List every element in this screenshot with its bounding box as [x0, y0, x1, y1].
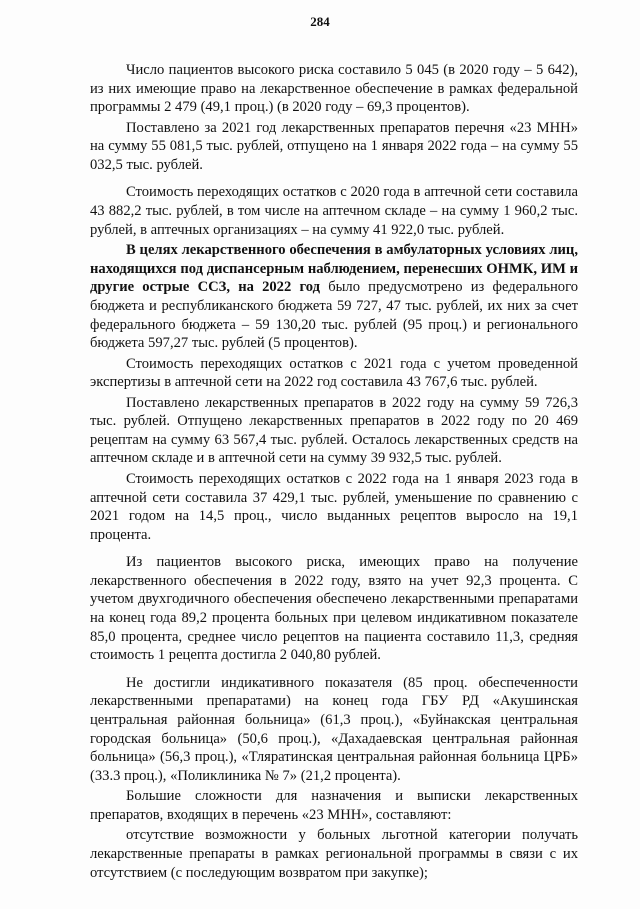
paragraph-lack-of-access: отсутствие возможности у больных льготной категории получать лекарственные препараты в рамках региональной программы в связи с их отсутствием (с последующим возвратом при закупке); [90, 827, 578, 881]
page-number: 284 [310, 14, 330, 29]
paragraph-indicator-not-met: Не достигли индикативного показателя (85 проц. обеспеченности лекарственными препаратами) на конец года ГБУ РД «Акушинская центральная районная больница» (61,3 проц.), «Буйнакская центральная городская больница» (50,6 проц.), «Дахадаевская центральная районная больница» (56,3 проц.), «Тляратинская центральная районная больница ЦРБ» (33.3 проц.), «Поликлиника № 7» (21,2 процента). [90, 674, 578, 784]
bold-intro: В целях лекарственного обеспечения в амбулаторных условиях лиц, находящихся под диспансерным наблюдением, перенесших ОНМК, ИМ и другие острые ССЗ, на 2022 год [90, 242, 578, 296]
paragraph-high-risk-patients: Число пациентов высокого риска составило 5 045 (в 2020 году – 5 642), из них имеющие право на лекарственное обеспечение в рамках федеральной программы 2 479 (49,1 проц.) (в 2020 году – 69,3 процентов). [90, 62, 578, 116]
paragraph-carryover-2022: Стоимость переходящих остатков с 2022 года на 1 января 2023 года в аптечной сети составила 37 429,1 тыс. рублей, уменьшение по сравнению с 2021 годом на 14,5 проц., число выданных рецептов выросло на 19,1 процента. [90, 470, 578, 543]
paragraph-difficulties: Большие сложности для назначения и выписки лекарственных препаратов, входящих в перечень «23 МНН», составляют: [90, 788, 578, 823]
funding-text: было предусмотрено из федерального бюджета и республиканского бюджета 59 727, 47 тыс. рублей, их них за счет федерального бюджета – 59 130,20 тыс. рублей (95 проц.) и регионального бюджета 597,27 тыс. рублей (5 процентов). [90, 279, 578, 352]
paragraph-supplied-2021: Поставлено за 2021 год лекарственных препаратов перечня «23 МНН» на сумму 55 081,5 тыс. рублей, отпущено на 1 января 2022 года – на сумму 55 032,5 тыс. рублей. [90, 119, 578, 173]
paragraph-supplied-2022: Поставлено лекарственных препаратов в 2022 году на сумму 59 726,3 тыс. рублей. Отпущено лекарственных препаратов в 2022 году по 20 469 рецептам на сумму 63 567,4 тыс. рублей. Осталось лекарственных средств на аптечном складе и в аптечной сети на сумму 39 932,5 тыс. рублей. [90, 394, 578, 467]
paragraph-funding-2022 [90, 241, 578, 353]
paragraph-carryover-2020: Стоимость переходящих остатков с 2020 года в аптечной сети составила 43 882,2 тыс. рублей, в том числе на аптечном складе – на сумму 1 960,2 тыс. рублей, в аптечных организациях – на сумму 41 922,0 тыс. рублей. [90, 184, 578, 238]
paragraph-carryover-2021: Стоимость переходящих остатков с 2021 года с учетом проведенной экспертизы в аптечной сети на 2022 год составила 43 767,6 тыс. рублей. [90, 355, 578, 391]
document-body [90, 61, 578, 884]
paragraph-registered-patients: Из пациентов высокого риска, имеющих право на получение лекарственного обеспечения в 2022 году, взято на учет 92,3 процента. С учетом двухгодичного обеспечения обеспечено лекарственными препаратами на конец года 89,2 процента больных при целевом индикативном показателе 85,0 процента, среднее число рецептов на пациента составило 11,3, средняя стоимость 1 рецепта достигла 2 040,80 рублей. [90, 554, 578, 664]
